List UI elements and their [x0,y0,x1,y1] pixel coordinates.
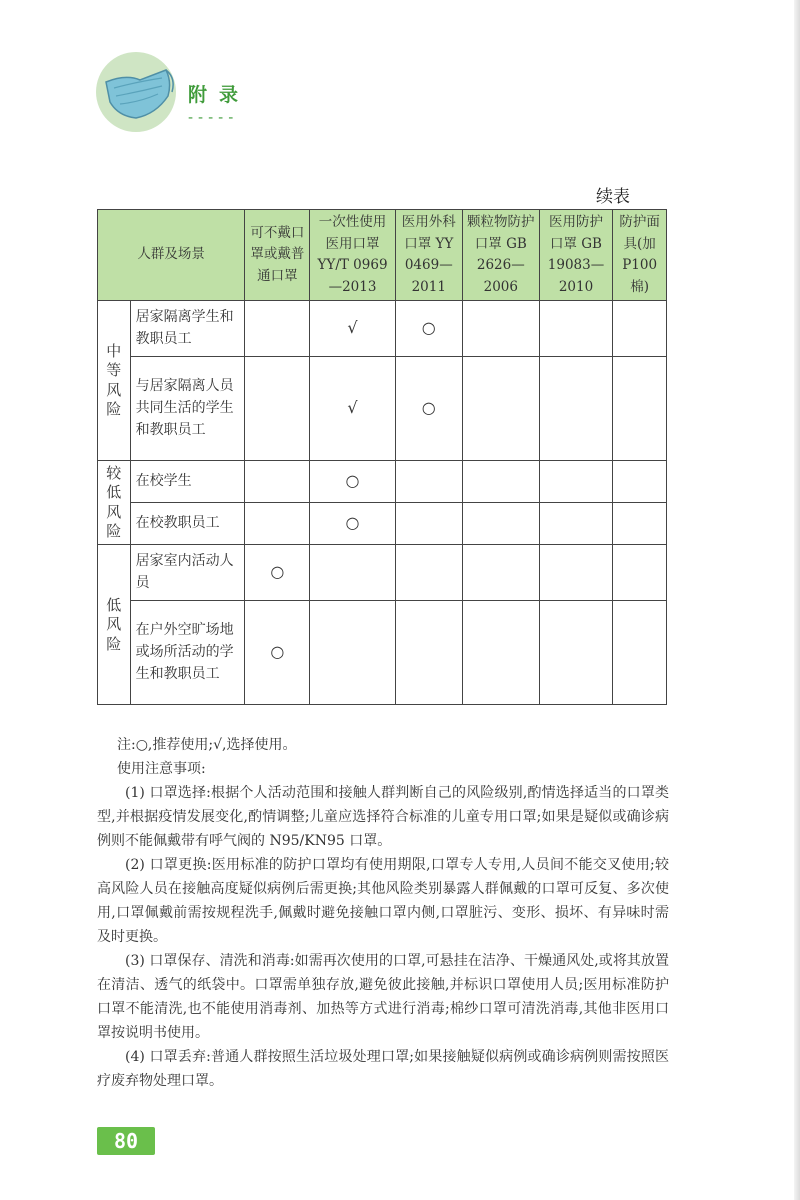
mark-cell [310,545,395,601]
column-header: 防护面具(加P100棉) [613,210,667,301]
usage-notes [97,733,669,1093]
mark-cell [539,545,613,601]
note-paragraph: (3) 口罩保存、清洗和消毒:如需再次使用的口罩,可悬挂在洁净、干燥通风处,或将其放置在清洁、透气的纸袋中。口罩需单独存放,避免彼此接触,并标识口罩使用人员;医用标准防护口罩不能清洗,也不能使用消毒剂、加热等方式进行消毒;棉纱口罩可清洗消毒,其他非医用口罩按说明书使用。 [97,953,669,1041]
mark-cell [613,545,667,601]
column-header: 一次性使用医用口罩 YY/T 0969—2013 [310,210,395,301]
mark-cell [539,503,613,545]
mark-cell [539,461,613,503]
table-row [98,601,667,705]
mark-cell [395,461,462,503]
mark-cell [613,301,667,357]
mark-cell [245,357,310,461]
note-paragraph: (4) 口罩丢弃:普通人群按照生活垃圾处理口罩;如果接触疑似病例或确诊病例则需按照医疗废弃物处理口罩。 [97,1049,669,1089]
page-edge [794,0,800,1200]
table-row [98,357,667,461]
scene-cell: 在户外空旷场地或场所活动的学生和教职员工 [130,601,245,705]
column-header: 医用防护口罩 GB 19083—2010 [539,210,613,301]
mark-cell [613,601,667,705]
page-number: 80 [97,1127,155,1155]
chapter-title-dashes: ----- [188,110,239,126]
mark-cell [462,545,539,601]
table-row [98,301,667,357]
scene-cell: 在校教职员工 [130,503,245,545]
column-header: 医用外科口罩 YY 0469—2011 [395,210,462,301]
table-row [98,503,667,545]
scene-cell: 居家室内活动人员 [130,545,245,601]
column-header: 颗粒物防护口罩 GB 2626—2006 [462,210,539,301]
mark-cell [613,357,667,461]
mark-cell: ○ [310,503,395,545]
risk-level-cell: 较 低 风 险 [98,461,131,545]
mark-cell: √ [310,301,395,357]
table-row [98,545,667,601]
mark-cell [395,545,462,601]
mark-cell [395,503,462,545]
mark-cell: ○ [395,301,462,357]
table-header-row [98,210,667,301]
mark-cell: ○ [310,461,395,503]
note-paragraph: (2) 口罩更换:医用标准的防护口罩均有使用期限,口罩专人专用,人员间不能交叉使用;较高风险人员在接触高度疑似病例后需更换;其他风险类别暴露人群佩戴的口罩可反复、多次使用,口罩佩戴前需按规程洗手,佩戴时避免接触口罩内侧,口罩脏污、变形、损坏、有异味时需及时更换。 [97,857,669,945]
face-mask-icon [96,52,176,132]
mark-cell [395,601,462,705]
scene-cell: 在校学生 [130,461,245,503]
mark-cell [462,301,539,357]
risk-level-cell: 低 风 险 [98,545,131,705]
notes-heading: 使用注意事项: [117,761,206,777]
mark-cell [245,503,310,545]
chapter-title: 附录 [188,84,251,106]
mark-cell [539,601,613,705]
mark-cell [462,357,539,461]
mark-cell [613,461,667,503]
mark-cell [462,461,539,503]
mark-cell: √ [310,357,395,461]
note-paragraph: (1) 口罩选择:根据个人活动范围和接触人群判断自己的风险级别,酌情选择适当的口罩类型,并根据疫情发展变化,酌情调整;儿童应选择符合标准的儿童专用口罩;如果是疑似或确诊病例则不能佩戴带有呼气阀的 N95/KN95 口罩。 [97,785,669,849]
mark-cell [462,503,539,545]
mark-cell: ○ [245,545,310,601]
scene-cell: 与居家隔离人员共同生活的学生和教职员工 [130,357,245,461]
mark-cell [310,601,395,705]
mark-cell [539,301,613,357]
mark-cell [613,503,667,545]
column-header: 人群及场景 [98,210,245,301]
mark-cell [462,601,539,705]
mark-cell [539,357,613,461]
mark-cell [245,301,310,357]
mark-cell: ○ [245,601,310,705]
scene-cell: 居家隔离学生和教职员工 [130,301,245,357]
continued-label: 续表 [596,187,630,207]
risk-level-cell: 中 等 风 险 [98,301,131,461]
mask-recommendation-table [97,209,667,705]
mark-cell: ○ [395,357,462,461]
table-row [98,461,667,503]
table-legend-note: 注:○,推荐使用;√,选择使用。 [117,737,297,753]
mark-cell [245,461,310,503]
chapter-header [96,52,356,138]
column-header: 可不戴口罩或戴普通口罩 [245,210,310,301]
